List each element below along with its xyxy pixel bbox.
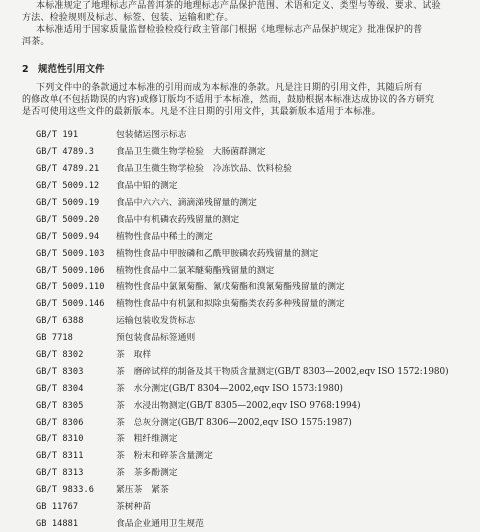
reference-title: 茶 粗纤维测定 — [116, 434, 178, 445]
reference-code: GB 14881 — [36, 518, 79, 529]
reference-title: 茶 水浸出物测定(GB/T 8305—2002,eqv ISO 9768:1994) — [116, 400, 361, 411]
reference-code: GB/T 8302 — [36, 350, 84, 361]
reference-code: GB/T 5009.106 — [36, 265, 105, 276]
reference-code: GB/T 5009.20 — [36, 214, 100, 225]
reference-title: 包装储运图示标志 — [116, 130, 187, 141]
reference-item — [36, 211, 476, 228]
intro-line: 本标准适用于国家质量监督检验检疫行政主管部门根据《地理标志产品保护规定》批准保护的普 — [36, 25, 423, 35]
reference-code: GB/T 8304 — [36, 383, 84, 394]
reference-item — [36, 397, 476, 414]
reference-item — [36, 347, 476, 364]
paragraph-line: 下列文件中的条款通过本标准的引用而成为本标准的条款。凡是注日期的引用文件，其随后所有 — [36, 83, 423, 93]
reference-code: GB/T 8306 — [36, 417, 84, 428]
reference-item — [36, 431, 476, 448]
section-number: 2 — [22, 64, 29, 75]
reference-code: GB/T 8311 — [36, 451, 84, 462]
reference-title: 植物性食品中有机氯和拟除虫菊酯类农药多种残留量的测定 — [116, 299, 345, 310]
paragraph-line: 是否可使用这些文件的最新版本。凡是不注日期的引用文件，其最新版本适用于本标准。 — [22, 107, 381, 117]
reference-item — [36, 313, 476, 330]
reference-title: 植物性食品中二氯苯醚菊酯残留量的测定 — [116, 265, 275, 276]
reference-title: 茶 磨碎试样的制备及其干物质含量测定(GB/T 8303—2002,eqv ISO 1572:1980) — [116, 366, 449, 377]
reference-code: GB/T 8305 — [36, 400, 84, 411]
paragraph-line: 的修改单(不包括勘误的内容)或修订版均不适用于本标准，然而，鼓励根据本标准达成协议的各方研究 — [22, 95, 435, 105]
reference-item — [36, 330, 476, 347]
reference-code: GB 7718 — [36, 333, 73, 344]
reference-code: GB/T 8303 — [36, 366, 84, 377]
reference-title: 茶 水分测定(GB/T 8304—2002,eqv ISO 1573:1980) — [116, 383, 343, 394]
section-heading — [22, 64, 105, 76]
intro-line: 本标准规定了地理标志产品普洱茶的地理标志产品保护范围、术语和定义、类型与等级、要求、试验 — [36, 1, 441, 11]
section-title: 规范性引用文件 — [38, 64, 105, 75]
reference-item — [36, 482, 476, 499]
reference-title: 运输包装收发货标志 — [116, 316, 196, 327]
reference-item — [36, 178, 476, 195]
reference-code: GB/T 8313 — [36, 468, 84, 479]
reference-title: 植物性食品中氯氰菊酯、氰戊菊酯和溴氰菊酯残留量的测定 — [116, 282, 345, 293]
reference-item — [36, 380, 476, 397]
reference-item — [36, 144, 476, 161]
reference-item — [36, 296, 476, 313]
reference-item — [36, 499, 476, 516]
intro-line: 方法、检验规则及标志、标签、包装、运输和贮存。 — [22, 13, 234, 23]
reference-item — [36, 515, 476, 532]
reference-code: GB/T 5009.103 — [36, 248, 105, 259]
reference-title: 茶树种苗 — [116, 502, 152, 513]
reference-code: GB/T 191 — [36, 130, 79, 141]
reference-item — [36, 465, 476, 482]
reference-title: 食品中六六六、滴滴涕残留量的测定 — [116, 198, 257, 208]
reference-item — [36, 262, 476, 279]
reference-code: GB/T 9833.6 — [36, 485, 95, 496]
reference-title: 茶 总灰分测定(GB/T 8306—2002,eqv ISO 1575:1987) — [116, 417, 352, 428]
reference-title: 紧压茶 紧茶 — [116, 485, 169, 496]
reference-title: 食品企业通用卫生规范 — [116, 518, 204, 529]
reference-list — [36, 127, 476, 532]
reference-title: 食品中有机磷农药残留量的测定 — [116, 214, 240, 225]
reference-title: 茶 茶多酚测定 — [116, 468, 178, 479]
reference-code: GB/T 5009.110 — [36, 282, 105, 293]
reference-code: GB 11767 — [36, 502, 79, 513]
reference-code: GB/T 5009.146 — [36, 299, 105, 310]
section-paragraph — [22, 82, 474, 118]
reference-title: 植物性食品中稀土的测定 — [116, 231, 213, 242]
intro-line: 洱茶。 — [22, 37, 50, 47]
reference-item — [36, 245, 476, 262]
reference-item — [36, 414, 476, 431]
reference-code: GB/T 4789.3 — [36, 147, 95, 158]
reference-code: GB/T 5009.19 — [36, 198, 100, 208]
reference-title: 食品卫生微生物学检验 大肠菌群测定 — [116, 147, 266, 158]
reference-item — [36, 161, 476, 178]
intro-block — [22, 0, 474, 48]
reference-code: GB/T 8310 — [36, 434, 84, 445]
reference-code: GB/T 6388 — [36, 316, 84, 327]
reference-title: 食品卫生微生物学检验 冷冻饮品、饮料检验 — [116, 164, 292, 175]
reference-title: 食品中铅的测定 — [116, 181, 178, 192]
reference-item — [36, 448, 476, 465]
reference-item — [36, 195, 476, 212]
reference-title: 茶 粉末和碎茶含量测定 — [116, 451, 213, 462]
reference-title: 茶 取样 — [116, 350, 152, 361]
reference-code: GB/T 4789.21 — [36, 164, 100, 175]
reference-item — [36, 127, 476, 144]
reference-title: 植物性食品中甲胺磷和乙酰甲胺磷农药残留量的测定 — [116, 248, 319, 259]
reference-code: GB/T 5009.94 — [36, 231, 100, 242]
reference-title: 预包装食品标签通则 — [116, 333, 196, 344]
reference-item — [36, 363, 476, 380]
reference-code: GB/T 5009.12 — [36, 181, 100, 192]
reference-item — [36, 228, 476, 245]
reference-item — [36, 279, 476, 296]
